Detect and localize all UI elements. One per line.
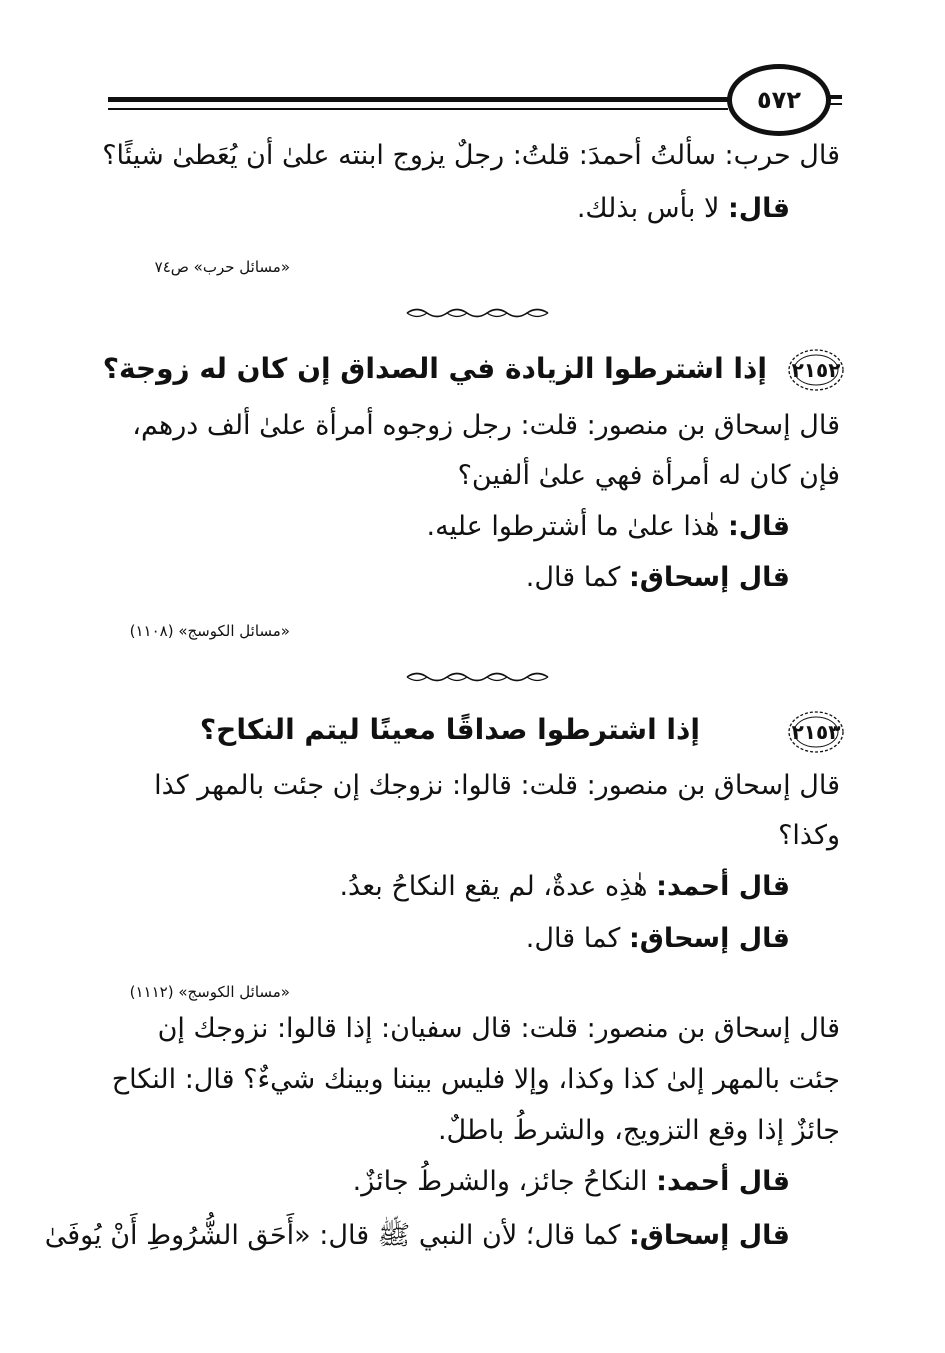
answer-line	[353, 1166, 790, 1197]
issue-title: إذا اشترطوا الزيادة في الصداق إن كان له زوجة؟	[102, 352, 767, 385]
text-line: قال إسحاق بن منصور: قلت: رجل زوجوه أمرأة علىٰ ألف درهم،	[132, 410, 840, 441]
answer-line	[577, 193, 790, 224]
answer-text: لا بأس بذلك.	[576, 193, 720, 224]
speaker-label: قال:	[727, 193, 790, 224]
answer-line	[427, 511, 791, 542]
text-line: فإن كان له أمرأة فهي علىٰ ألفين؟	[457, 460, 840, 491]
issue-number-badge	[787, 710, 845, 754]
answer-text: النكاحُ جائز، والشرطُ جائزٌ.	[352, 1166, 648, 1197]
issue-number-badge	[787, 348, 845, 392]
ornament-divider	[405, 306, 550, 320]
answer-text: هٰذِه عدةٌ، لم يقع النكاحُ بعدُ.	[339, 871, 648, 902]
header-rule-thin	[108, 108, 728, 110]
text-line: جائزٌ إذا وقع التزويج، والشرطُ باطلٌ.	[437, 1115, 840, 1146]
speaker-label: قال أحمد:	[656, 1166, 790, 1197]
text-line: جئت بالمهر إلىٰ كذا وكذا، وإلا فليس بيننا وبينك شيءٌ؟ قال: النكاح	[111, 1064, 840, 1095]
answer-text: هٰذا علىٰ ما أشترطوا عليه.	[426, 511, 720, 542]
answer-text: كما قال.	[525, 562, 621, 593]
reference: «مسائل الكوسج» (١١٠٨)	[129, 622, 290, 640]
issue-title: إذا اشترطوا صداقًا معينًا ليتم النكاح؟	[199, 713, 700, 746]
page-number: ٥٧٢	[727, 64, 831, 136]
speaker-label: قال إسحاق:	[629, 1220, 790, 1251]
answer-line	[45, 1218, 790, 1258]
issue-number: ٢١٥٢	[791, 358, 841, 382]
text-line: وكذا؟	[778, 820, 840, 851]
reference: «مسائل حرب» ص٧٤	[154, 258, 290, 276]
answer-text: كما قال؛ لأن النبي ﷺ قال: «أَحَق الشُّرُوطِ أَنْ يُوفَىٰ	[44, 1220, 621, 1251]
speaker-label: قال إسحاق:	[629, 923, 790, 954]
issue-number: ٢١٥٣	[791, 720, 841, 744]
answer-line	[526, 923, 790, 954]
answer-line	[526, 562, 790, 593]
text-line: قال إسحاق بن منصور: قلت: قالوا: نزوجك إن جئت بالمهر كذا	[154, 770, 840, 801]
text-line: قال إسحاق بن منصور: قلت: قال سفيان: إذا قالوا: نزوجك إن	[157, 1013, 840, 1044]
text-line: قال حرب: سألتُ أحمدَ: قلتُ: رجلٌ يزوج ابنته علىٰ أن يُعَطىٰ شيئًا؟	[102, 140, 840, 171]
ornament-divider	[405, 670, 550, 684]
speaker-label: قال:	[727, 511, 790, 542]
answer-text: كما قال.	[525, 923, 621, 954]
header-rule	[108, 97, 728, 102]
answer-line	[339, 871, 790, 902]
speaker-label: قال إسحاق:	[629, 562, 790, 593]
speaker-label: قال أحمد:	[656, 871, 790, 902]
reference: «مسائل الكوسج» (١١١٢)	[129, 983, 290, 1001]
